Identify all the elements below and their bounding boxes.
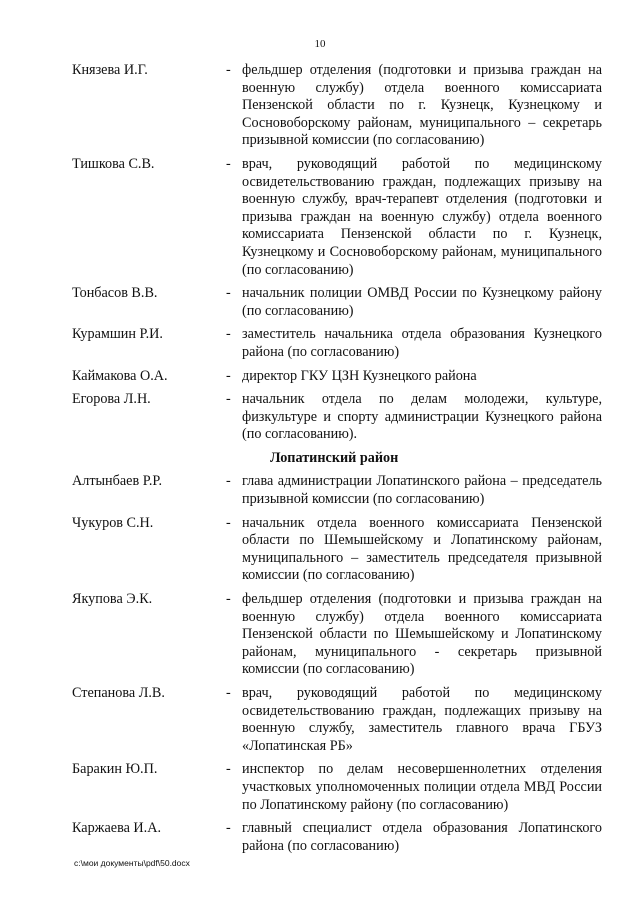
document-body — [72, 62, 602, 861]
section-title: Лопатинский район — [270, 449, 399, 466]
member-name: Князева И.Г. — [72, 62, 148, 78]
member-entry — [72, 368, 602, 386]
member-role: начальник отдела военного комиссариата Пензенской области по Шемышейскому и Лопатинскому районам, муниципального – заместитель председателя призывной комиссии (по согласованию) — [242, 514, 602, 584]
dash-separator: - — [226, 367, 231, 384]
member-role: фельдшер отделения (подготовки и призыва граждан на военную службу) отдела военного комиссариата Пензенской области по Шемышейскому и Лопатинскому районам, муниципального - секретарь призывной комиссии (по согласованию) — [242, 591, 602, 678]
dash-separator: - — [226, 285, 231, 302]
member-name: Егорова Л.Н. — [72, 391, 151, 408]
member-name: Якупова Э.К. — [72, 591, 153, 608]
member-entry — [72, 591, 602, 679]
member-role: врач, руководящий работой по медицинскому освидетельствованию граждан, подлежащих призыву на военную службу, врач-терапевт отделения (подготовки и призыва граждан на военную службу) отдела военного комиссариата Пензенской области по г. Кузнецк, Кузнецкому и Сосновоборскому районам, муниципального (по согласованию) — [242, 155, 602, 278]
member-name: Тишкова С.В. — [72, 155, 155, 172]
member-role: глава администрации Лопатинского района – председатель призывной комиссии (по согласованию) — [242, 473, 602, 508]
member-name: Тонбасов В.В. — [72, 285, 158, 302]
member-role: фельдшер отделения (подготовки и призыва граждан на военную службу) отдела военного комиссариата Пензенской области по г. Кузнецк, Кузнецкому и Сосновоборскому районам, муниципального – секретарь призывной комиссии (по согласованию) — [242, 62, 602, 149]
member-role: инспектор по делам несовершеннолетних отделения участковых уполномоченных полиции отдела МВД России по Лопатинскому району (по согласованию) — [242, 761, 602, 813]
member-name: Баракин Ю.П. — [72, 761, 158, 778]
member-role: главный специалист отдела образования Лопатинского района (по согласованию) — [242, 820, 602, 854]
member-name: Степанова Л.В. — [72, 685, 165, 701]
file-path-footer: c:\мои документы\pdf\50.docx — [74, 858, 190, 868]
dash-separator: - — [226, 591, 231, 608]
dash-separator: - — [226, 391, 231, 408]
member-role: начальник отдела по делам молодежи, культуре, физкультуре и спорту администрации Кузнецкого района (по согласованию). — [242, 391, 602, 443]
member-entry — [72, 285, 602, 320]
member-entry — [72, 820, 602, 855]
commission-list-lopatino — [72, 473, 602, 855]
page-number: 10 — [314, 38, 326, 50]
member-entry — [72, 391, 602, 444]
commission-list-kuznetsk — [72, 62, 602, 444]
dash-separator: - — [226, 820, 231, 837]
member-name: Чукуров С.Н. — [72, 514, 154, 531]
member-name: Каржаева И.А. — [72, 820, 162, 837]
dash-separator: - — [226, 761, 231, 778]
member-entry — [72, 685, 602, 755]
dash-separator: - — [226, 685, 231, 701]
member-name: Алтынбаев Р.Р. — [72, 473, 163, 490]
member-entry — [72, 156, 602, 279]
dash-separator: - — [226, 326, 231, 343]
dash-separator: - — [226, 62, 231, 78]
member-role: начальник полиции ОМВД России по Кузнецкому району (по согласованию) — [242, 285, 602, 319]
member-role: директор ГКУ ЦЗН Кузнецкого района — [242, 367, 477, 384]
member-entry — [72, 473, 602, 508]
member-entry — [72, 62, 602, 150]
member-role: заместитель начальника отдела образования Кузнецкого района (по согласованию) — [242, 326, 602, 360]
member-entry — [72, 515, 602, 585]
member-name: Каймакова О.А. — [72, 367, 168, 384]
member-entry — [72, 761, 602, 814]
dash-separator: - — [226, 155, 231, 172]
member-name: Курамшин Р.И. — [72, 326, 163, 343]
dash-separator: - — [226, 514, 231, 531]
member-role: врач, руководящий работой по медицинскому освидетельствованию граждан, подлежащих призыву на военную службу, заместитель главного врача ГБУЗ «Лопатинская РБ» — [242, 685, 602, 754]
dash-separator: - — [226, 473, 231, 490]
member-entry — [72, 326, 602, 361]
